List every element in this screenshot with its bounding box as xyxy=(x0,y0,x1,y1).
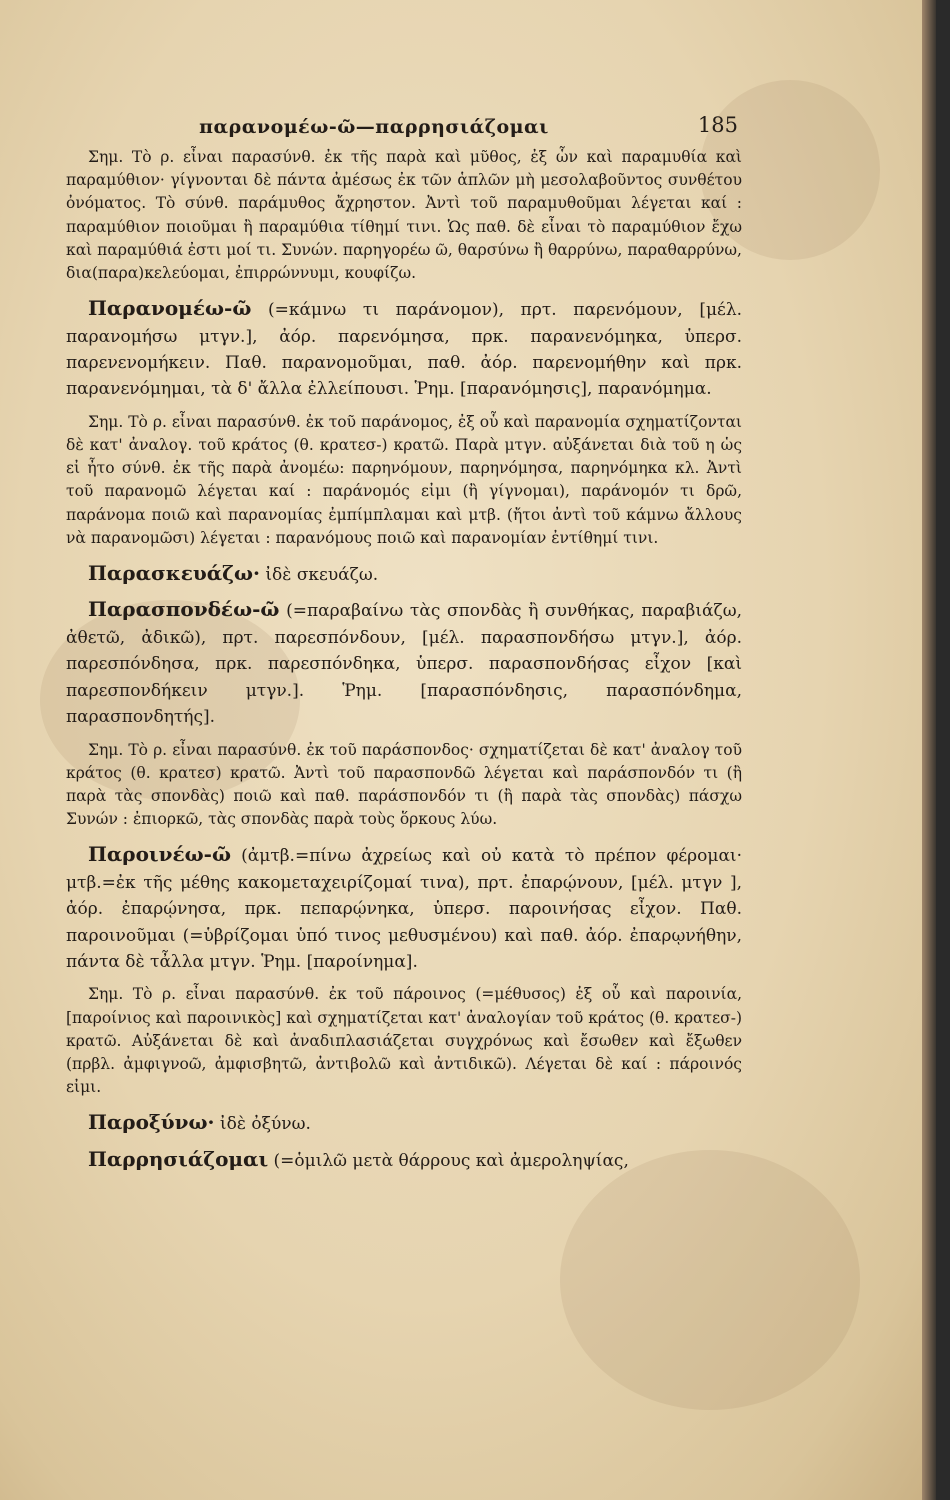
note-text: Σημ. Τὸ ρ. εἶναι παρασύνθ. ἐκ τῆς παρὰ καὶ μῦθος, ἐξ ὧν καὶ παραμυθία καὶ παραμύθιον· γίγνονται δὲ πάντα ἀμέσως ἐκ τῶν ἁπλῶν μὴ μεσολαβοῦντος συνθέτου ὀνόματος. Τὸ σύνθ. παράμυθος ἄχρηστον. Ἀντὶ τοῦ παραμυθοῦμαι λέγεται καί : παραμύθιον ποιοῦμαι ἢ παραμύθια τίθημί τινι. Ὡς παθ. δὲ εἶναι τὸ παραμύθιον ἔχω καὶ παραμύθιά ἐστι μοί τι. Συνών. παρηγορέω ῶ, θαρσύνω ἢ θαρρύνω, παραθαρρύνω, δια(παρα)κελεύομαι, ἐπιρρώννυμι, κουφίζω. xyxy=(66,148,742,283)
page-edge-shadow xyxy=(922,0,936,1500)
running-header xyxy=(66,100,742,140)
dictionary-entry xyxy=(66,1109,742,1137)
note-text: Σημ. Τὸ ρ. εἶναι παρασύνθ. ἐκ τοῦ παράσπονδος· σχηματίζεται δὲ κατ' ἀναλογ τοῦ κράτος (θ. κρατεσ) κρατῶ. Ἀντὶ τοῦ παρασπονδῶ λέγεται καὶ παράσπονδόν τι (ἢ παρὰ τὰς σπονδὰς) ποιῶ καὶ παθ. παράσπονδόν τι (ἢ παρὰ τὰς σπονδὰς) πάσχω Συνών : ἐπιορκῶ, τὰς σπονδὰς παρὰ τοὺς ὅρκους λύω. xyxy=(66,740,742,829)
paper-stain xyxy=(560,1150,860,1410)
dictionary-entry xyxy=(66,1146,742,1174)
entry-lemma: Παρρησιάζομαι xyxy=(88,1146,269,1171)
note-paragraph xyxy=(66,983,742,1099)
entry-text: (=κάμνω τι παράνομον), πρτ. παρενόμουν, [μέλ. παρανομήσω μτγν.], ἀόρ. παρενόμησα, πρκ. παρανενόμηκα, ὑπερσ. παρενενομήκειν. Παθ. παρανομοῦμαι, παθ. ἀόρ. παρενομήθην καὶ πρκ. παρανενόμημαι, τὰ δ' ἄλλα ἐλλείπουσι. Ῥημ. [παρανόμησις], παρανόμημα. xyxy=(66,300,742,400)
entry-text: ἰδὲ ὀξύνω. xyxy=(214,1114,311,1135)
running-title: παρανομέω-ῶ—παρρησιάζομαι xyxy=(199,116,549,138)
entry-text: (=παραβαίνω τὰς σπονδὰς ἢ συνθήκας, παραβιάζω, ἀθετῶ, ἀδικῶ), πρτ. παρεσπόνδουν, [μέλ. παρασπονδήσω μτγν.], ἀόρ. παρεσπόνδησα, πρκ. παρεσπόνδηκα, ὑπερσ. παρασπονδήσας εἶχον [καὶ παρεσπονδήκειν μτγν.]. Ῥημ. [παρασπόνδησις, παρασπόνδημα, παρασπονδητής]. xyxy=(66,601,742,728)
entry-lemma: Παρασπονδέω-ῶ xyxy=(88,597,280,622)
note-paragraph xyxy=(66,739,742,832)
entry-text: (=ὁμιλῶ μετὰ θάρρους καὶ ἀμεροληψίας, xyxy=(268,1150,629,1171)
dictionary-entry xyxy=(66,295,742,403)
note-paragraph xyxy=(66,411,742,550)
page-number: 185 xyxy=(697,113,738,137)
dictionary-entry xyxy=(66,560,742,588)
note-text: Σημ. Τὸ ρ. εἶναι παρασύνθ. ἐκ τοῦ παράνομος, ἐξ οὗ καὶ παρανομία σχηματίζονται δὲ κατ' ἀναλογ. τοῦ κράτος (θ. κρατεσ-) κρατῶ. Παρὰ μτγν. αὐξάνεται διὰ τοῦ η ὡς εἰ ἦτο σύνθ. ἐκ τῆς παρὰ ἀνομέω: παρηνόμουν, παρηνόμησα, παρηνόμηκα κλ. Ἀντὶ τοῦ παρανομῶ λέγεται καί : παράνομός εἰμι (ἢ γίγνομαι), παράνομόν τι δρῶ, παράνομα ποιῶ καὶ παρανομίας ἐμπίμπλαμαι καὶ μτβ. (ἤτοι ἀντὶ τοῦ κάμνω ἄλλους νὰ παρανομῶσι) λέγεται : παρανόμους ποιῶ καὶ παρανομίαν ἐντίθημί τινι. xyxy=(66,412,742,547)
entry-text: (ἀμτβ.=πίνω ἀχρείως καὶ οὐ κατὰ τὸ πρέπον φέρομαι· μτβ.=ἐκ τῆς μέθης κακομεταχειρίζομαί τινα), πρτ. ἐπαρῴνουν, [μέλ. μτγν ], ἀόρ. ἐπαρῴνησα, πρκ. πεπαρῴνηκα, ὑπερσ. παροινήσας εἶχον. Παθ. παροινοῦμαι (=ὑβρίζομαι ὑπό τινος μεθυσμένου) καὶ παθ. ἀόρ. ἐπαρῳνήθην, πάντα δὲ τἆλλα μτγν. Ῥημ. [παροίνημα]. xyxy=(66,846,742,972)
dictionary-entry xyxy=(66,596,742,730)
entry-text: ἰδὲ σκευάζω. xyxy=(259,565,379,586)
note-paragraph xyxy=(66,146,742,285)
entry-lemma: Παρασκευάζω· xyxy=(88,561,260,586)
note-text: Σημ. Τὸ ρ. εἶναι παρασύνθ. ἐκ τοῦ πάροινος (=μέθυσος) ἐξ οὗ καὶ παροινία, [παροίνιος καὶ παροινικὸς] καὶ σχηματίζεται κατ' ἀναλογίαν τοῦ κράτος (θ. κρατεσ-) κρατῶ. Αὐξάνεται δὲ καὶ ἀναδιπλασιάζεται συγχρόνως καὶ ἔσωθεν καὶ ἔξωθεν (πρβλ. ἀμφιγνοῶ, ἀμφισβητῶ, ἀντιβολῶ καὶ ἀντιδικῶ). Λέγεται δὲ καί : πάροινός εἰμι. xyxy=(66,985,742,1097)
entry-lemma: Παρανομέω-ῶ xyxy=(88,296,252,321)
page-body xyxy=(66,100,742,1182)
entry-lemma: Παροξύνω· xyxy=(88,1110,215,1135)
entry-lemma: Παροινέω-ῶ xyxy=(88,842,232,867)
dictionary-entry xyxy=(66,841,742,975)
